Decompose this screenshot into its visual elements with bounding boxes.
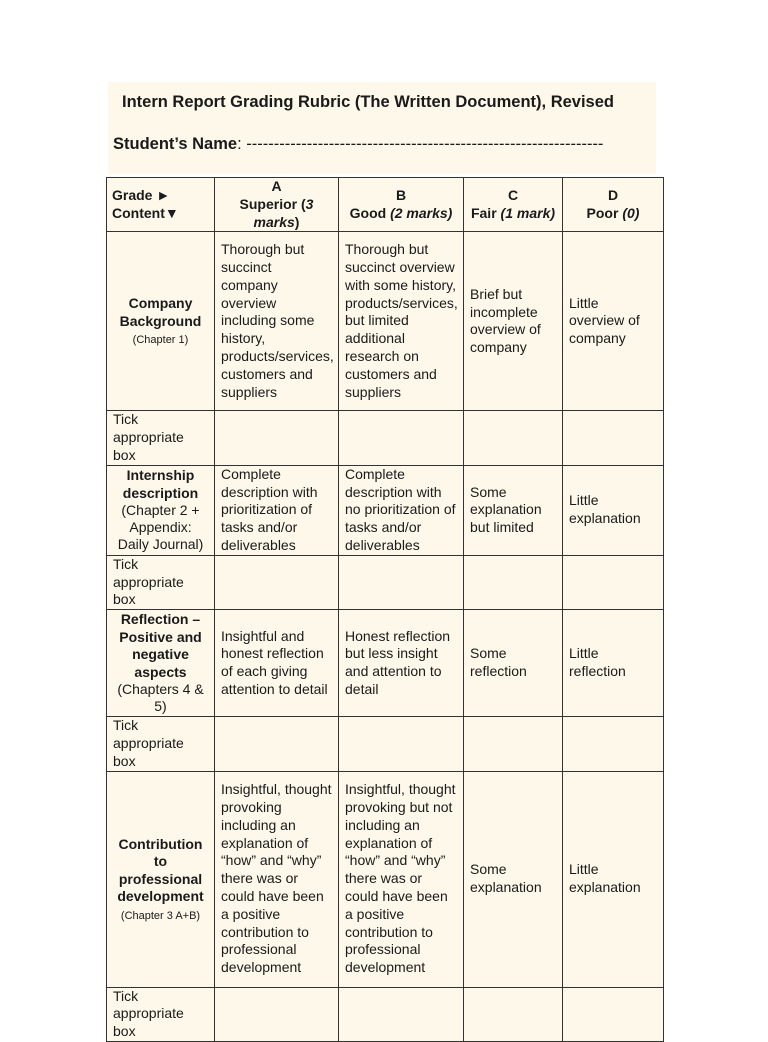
- grade-marks: (2 marks): [390, 204, 453, 221]
- tick-box-b[interactable]: [339, 411, 464, 465]
- student-name-colon: :: [237, 135, 242, 153]
- criterion-title: Company Background: [119, 295, 202, 329]
- tick-label: Tick appropriate box: [107, 555, 215, 609]
- content-axis-label: Content▼: [112, 204, 179, 221]
- tick-label: Tick appropriate box: [107, 987, 215, 1041]
- student-name-label: Student’s Name: [113, 135, 238, 153]
- criterion-cell: [107, 771, 215, 987]
- criterion-title: Contribution to professional development: [117, 835, 204, 905]
- tick-box-b[interactable]: [339, 717, 464, 771]
- tick-box-a[interactable]: [215, 987, 339, 1041]
- tick-box-c[interactable]: [464, 555, 563, 609]
- grade-b-descriptor: Insightful, thought provoking but not including an explanation of “how” and “why” there was or could have been a positive contribution to professional development: [339, 771, 464, 987]
- grade-d-descriptor: Little explanation: [563, 771, 664, 987]
- grade-letter: A: [271, 178, 282, 194]
- tick-box-c[interactable]: [464, 987, 563, 1041]
- tick-box-a[interactable]: [215, 411, 339, 465]
- tick-box-d[interactable]: [563, 987, 664, 1041]
- tick-box-d[interactable]: [563, 411, 664, 465]
- rubric-table: [106, 177, 664, 1042]
- header-corner: [107, 178, 215, 232]
- tick-row: [107, 987, 664, 1041]
- grade-d-descriptor: Little overview of company: [563, 232, 664, 411]
- criterion-title: Reflection – Positive and negative aspects: [119, 611, 202, 680]
- tick-box-d[interactable]: [563, 717, 664, 771]
- grade-c-descriptor: Some reflection: [464, 610, 563, 717]
- grade-c-descriptor: Some explanation: [464, 771, 563, 987]
- grade-b-descriptor: Honest reflection but less insight and attention to detail: [339, 610, 464, 717]
- tick-box-d[interactable]: [563, 555, 664, 609]
- grade-marks: (0): [622, 204, 640, 221]
- grade-d-descriptor: Little explanation: [563, 465, 664, 555]
- criterion-row: [107, 610, 664, 717]
- tick-box-b[interactable]: [339, 987, 464, 1041]
- grade-name: Good: [349, 204, 391, 221]
- criterion-title: Internship description: [122, 467, 199, 501]
- tick-row: [107, 411, 664, 465]
- grade-c-descriptor: Brief but incomplete overview of company: [464, 232, 563, 411]
- tick-box-c[interactable]: [464, 411, 563, 465]
- criterion-cell: [107, 610, 215, 717]
- grade-name: Fair: [470, 204, 501, 221]
- student-name-line: [113, 135, 603, 154]
- grade-c-descriptor: Some explanation but limited: [464, 465, 563, 555]
- tick-box-c[interactable]: [464, 717, 563, 771]
- tick-row: [107, 555, 664, 609]
- grade-b-descriptor: Complete description with no prioritization of tasks and/or deliverables: [339, 465, 464, 555]
- grade-a-descriptor: Complete description with prioritization of tasks and/or deliverables: [215, 465, 339, 555]
- criterion-chapter: (Chapter 3 A+B): [120, 909, 201, 922]
- header-row: [107, 178, 664, 232]
- grade-a-header: [215, 178, 339, 232]
- grade-b-descriptor: Thorough but succinct overview with some history, products/services, but limited additional research on customers and suppliers: [339, 232, 464, 411]
- grade-name: Poor: [586, 204, 623, 221]
- tick-label: Tick appropriate box: [107, 411, 215, 465]
- criterion-cell: [107, 465, 215, 555]
- document-title: Intern Report Grading Rubric (The Written Document), Revised: [122, 93, 614, 111]
- grade-a-descriptor: Insightful and honest reflection of each giving attention to detail: [215, 610, 339, 717]
- grade-marks: 3 marks: [253, 195, 314, 230]
- criterion-chapter: (Chapter 1): [132, 334, 189, 347]
- tick-label: Tick appropriate box: [107, 717, 215, 771]
- tick-box-b[interactable]: [339, 555, 464, 609]
- criterion-row: [107, 771, 664, 987]
- criterion-chapter: (Chapter 2 + Appendix: Daily Journal): [117, 502, 204, 553]
- grade-a-descriptor: Insightful, thought provoking including an explanation of “how” and “why” there was or could have been a positive contribution to professional development: [215, 771, 339, 987]
- grade-letter: C: [507, 186, 519, 203]
- grade-name: Superior (: [239, 195, 306, 212]
- criterion-cell: [107, 232, 215, 411]
- student-name-blank: -----------------------------------------------------------------: [241, 135, 604, 153]
- tick-box-a[interactable]: [215, 555, 339, 609]
- grade-b-header: [339, 178, 464, 232]
- grade-d-header: [563, 178, 664, 232]
- criterion-chapter: (Chapters 4 & 5): [117, 681, 204, 715]
- grade-axis-label: Grade ►: [112, 186, 171, 203]
- tick-box-a[interactable]: [215, 717, 339, 771]
- criterion-row: [107, 232, 664, 411]
- grade-a-descriptor: Thorough but succinct company overview including some history, products/services, customers and suppliers: [215, 232, 339, 411]
- grade-close: ): [294, 213, 300, 230]
- grade-c-header: [464, 178, 563, 232]
- grade-letter: D: [607, 186, 619, 203]
- grade-letter: B: [395, 186, 407, 203]
- grade-d-descriptor: Little reflection: [563, 610, 664, 717]
- grade-marks: (1 mark): [500, 204, 556, 221]
- tick-row: [107, 717, 664, 771]
- criterion-row: [107, 465, 664, 555]
